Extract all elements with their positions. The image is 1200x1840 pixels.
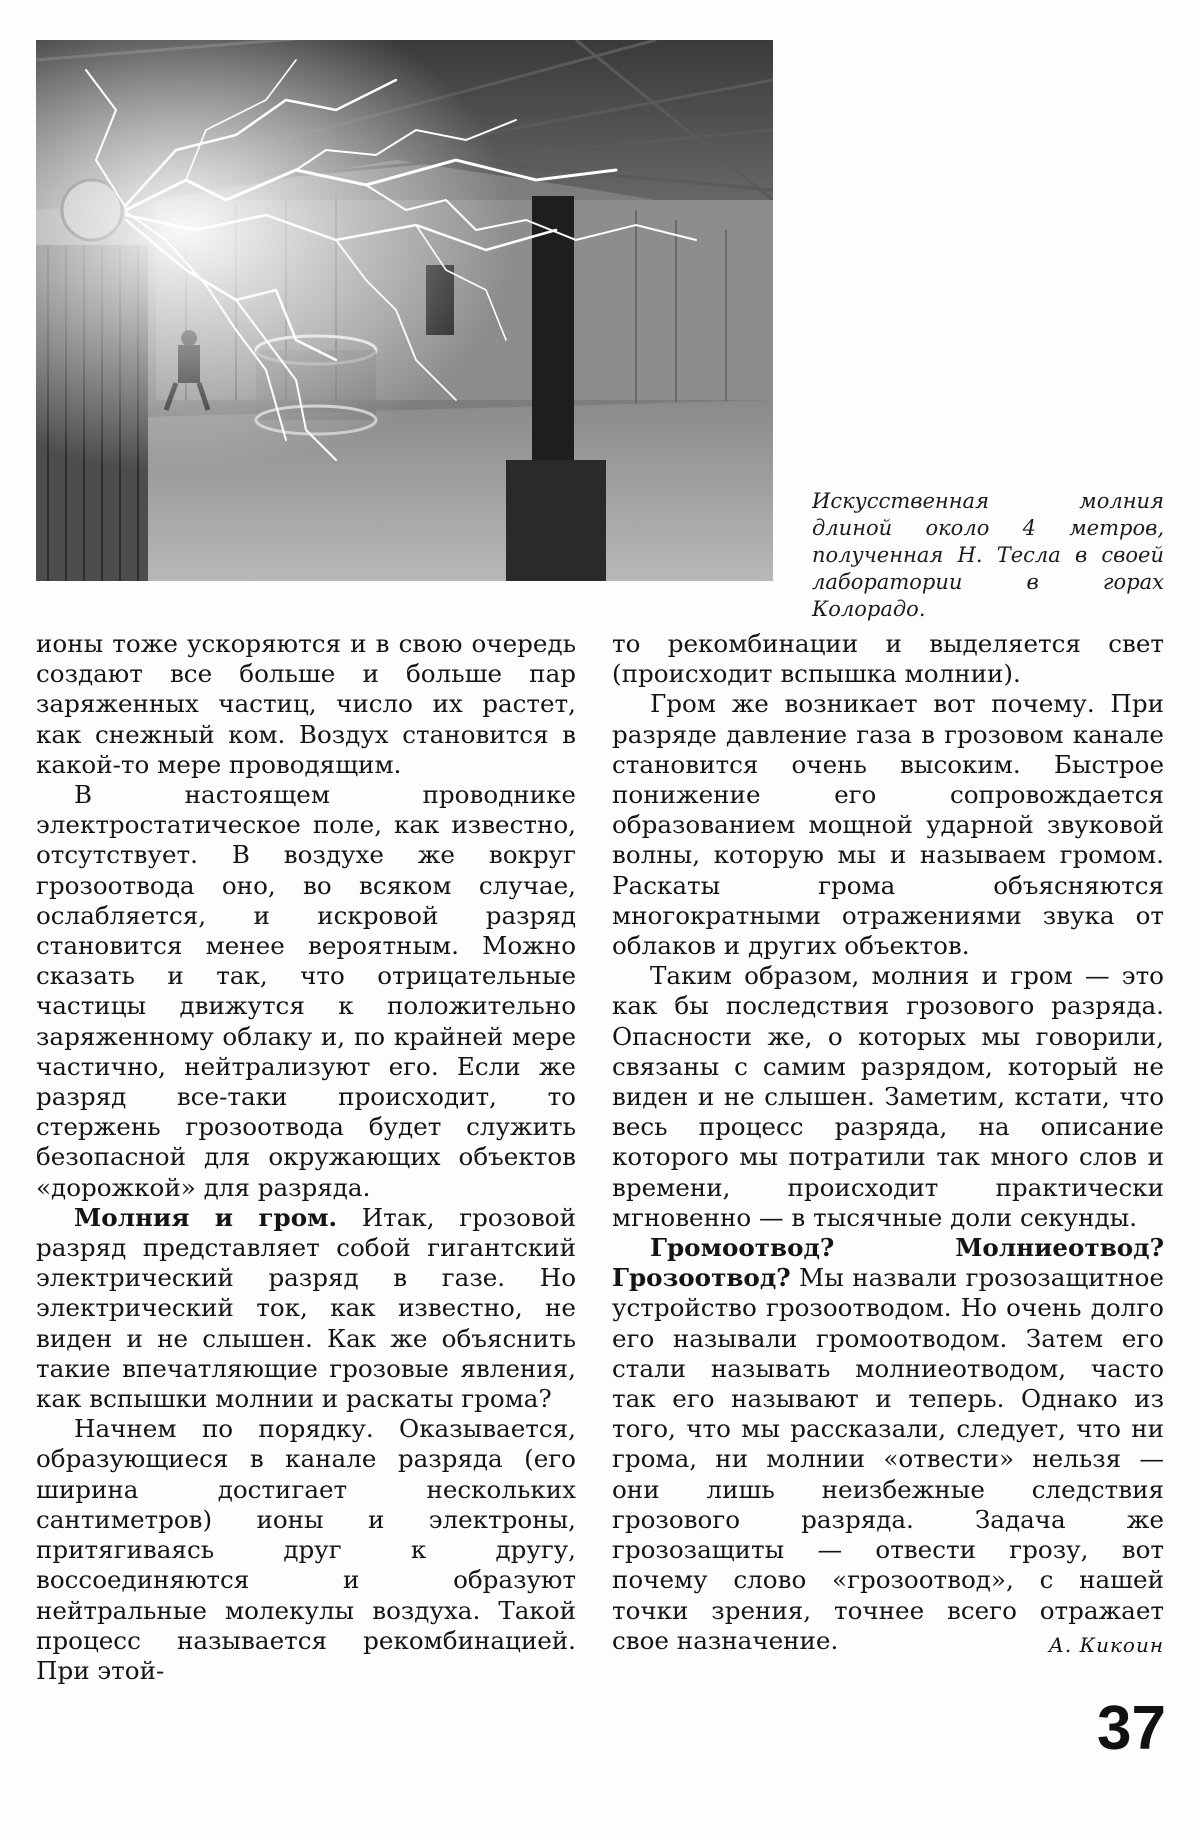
page-number: 37 [1097,1694,1166,1763]
photo-illustration [36,40,773,581]
right-paragraph-4-text: Мы назвали грозозащитное устройство грозоотводом. Но очень долго его называли громоотводом. Затем его стали называть молниеотводом, часто так его называют и теперь. Однако из того, что мы рассказали, следует, что ни грома, ни молнии «отвести» нельзя — они лишь неизбежные следствия грозового разряда. Задача же грозозащиты — отвести грозу, вот почему слово «грозоотвод», с нашей точки зрения, точнее всего отражает свое назначение. [612,1263,1164,1655]
right-paragraph-3: Таким образом, молния и гром — это как бы последствия грозового разряда. Опасности же, о которых мы говорили, связаны с самим разрядом, который не виден и не слышен. Заметим, кстати, что весь процесс разряда, на описание которого мы потратили так много слов и времени, происходит практически мгновенно — в тысячные доли секунды. [612,961,1164,1232]
author-signature: А. Кикоин [1048,1632,1164,1657]
section-heading-lightning-thunder: Молния и гром. [74,1202,338,1232]
left-paragraph-3-text: Итак, грозовой разряд представляет собой гигантский электрический разряд в газе. Но электрический ток, как известно, не виден и не слышен. Как же объяснить такие впечатляющие грозовые явления, как вспышки молнии и раскаты грома? [36,1202,576,1414]
left-paragraph-2: В настоящем проводнике электростатическое поле, как известно, отсутствует. В воздухе же вокруг грозоотвода оно, во всяком случае, ослабляется, и искровой разряд становится менее вероятным. Можно сказать и так, что отрицательные частицы движутся к положительно заряженному облаку и, по крайней мере частично, нейтрализуют его. Если же разряд все-таки происходит, то стержень грозоотвода будет служить безопасной для окружающих объектов «дорожкой» для разряда. [36,780,576,1202]
tesla-lightning-photo [36,40,773,581]
right-paragraph-1: то рекомбинации и выделяется свет (происходит вспышка молнии). [612,629,1164,689]
right-paragraph-2: Гром же возникает вот почему. При разряде давление газа в грозовом канале становится очень высоким. Быстрое понижение его сопровождается образованием мощной ударной звуковой волны, которую мы и называем громом. Раскаты грома объясняются многократными отражениями звука от облаков и других объектов. [612,689,1164,961]
left-paragraph-1: ионы тоже ускоряются и в свою очередь создают все больше и больше пар заряженных частиц, число их растет, как снежный ком. Воздух становится в какой-то мере проводящим. [36,629,576,779]
section-heading-grozootvod: Громоотвод? Молниеотвод? Грозоотвод? [612,1233,1164,1293]
left-column [36,629,576,1686]
photo-caption: Искусственная молния длиной около 4 метров, полученная Н. Тесла в своей лаборатории в горах Колорадо. [812,489,1164,621]
right-column [612,629,1164,1660]
left-paragraph-3 [36,1203,576,1414]
right-paragraph-4 [612,1233,1164,1656]
left-paragraph-4: Начнем по порядку. Оказывается, образующиеся в канале разряда (его ширина достигает нескольких сантиметров) ионы и электроны, притягиваясь друг к другу, воссоединяются и образуют нейтральные молекулы воздуха. Такой процесс называется рекомбинацией. При этой- [36,1414,576,1685]
